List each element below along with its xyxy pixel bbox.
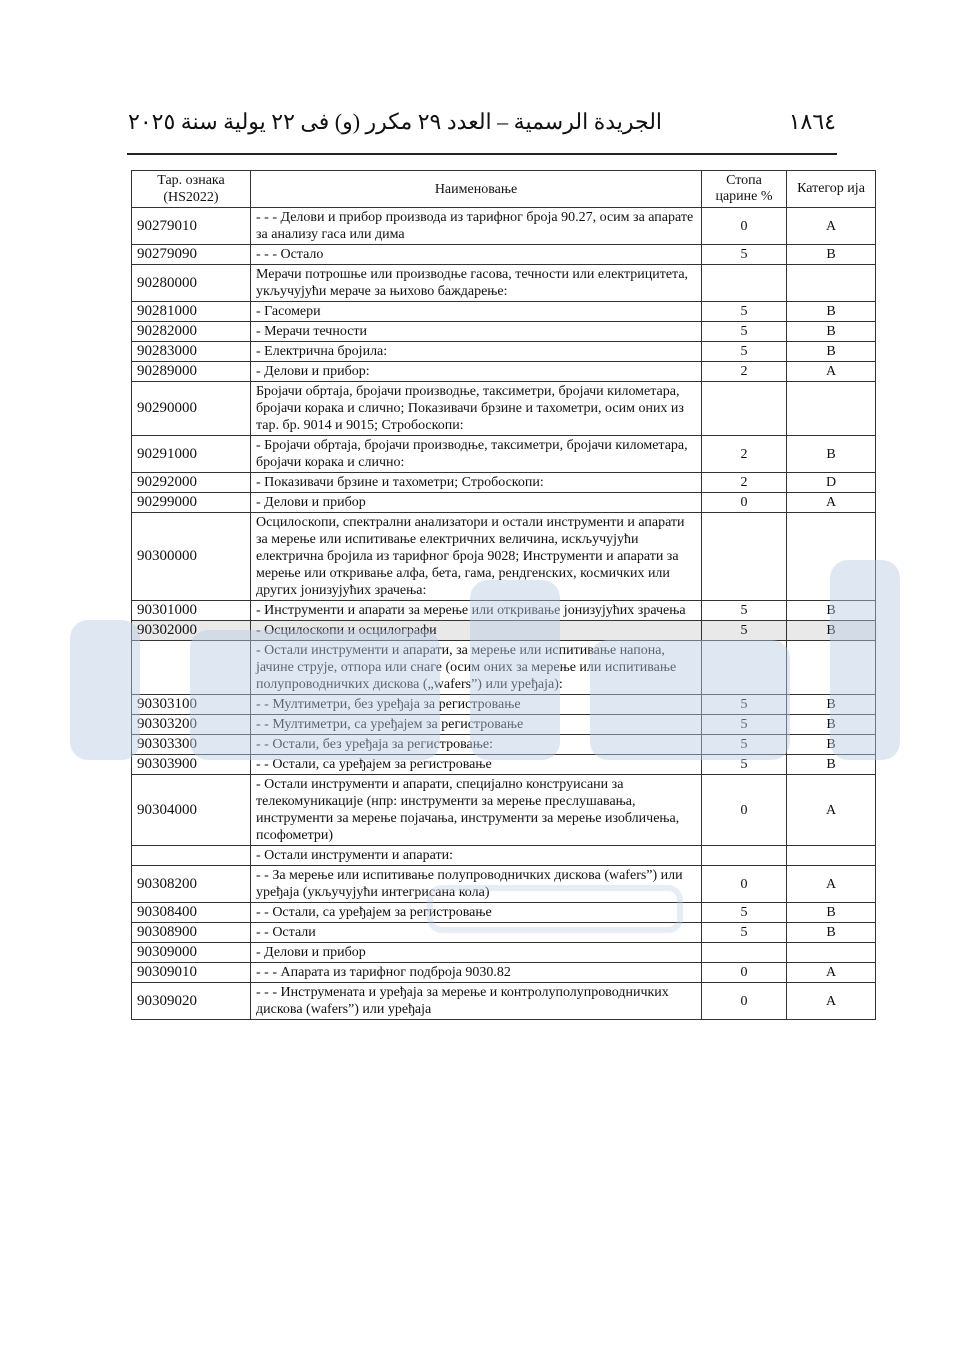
table-row bbox=[132, 621, 876, 641]
row-code: 90308200 bbox=[132, 866, 251, 903]
row-code: 90299000 bbox=[132, 493, 251, 513]
row-category bbox=[787, 265, 876, 302]
row-rate: 0 bbox=[702, 983, 787, 1020]
row-category bbox=[787, 513, 876, 601]
table-row bbox=[132, 866, 876, 903]
row-name: Мерачи потрошње или производње гасова, течности или електрицитета, укључујући мераче за њихово баждарење: bbox=[251, 265, 702, 302]
row-code: 90289000 bbox=[132, 362, 251, 382]
table-row bbox=[132, 715, 876, 735]
row-code: 90291000 bbox=[132, 436, 251, 473]
table-row bbox=[132, 382, 876, 436]
row-code: 90280000 bbox=[132, 265, 251, 302]
row-category: D bbox=[787, 473, 876, 493]
table-row bbox=[132, 903, 876, 923]
row-rate: 2 bbox=[702, 436, 787, 473]
row-name: - Остали инструменти и апарати, за мерење или испитивање напона, јачине струје, отпора или снаге (осим оних за мерење или испитивање полупроводничких дискова („wafers”) или уређаја): bbox=[251, 641, 702, 695]
row-rate: 5 bbox=[702, 322, 787, 342]
row-category bbox=[787, 846, 876, 866]
row-name: - Остали инструменти и апарати, специјално конструисани за телекомуникације (нпр: инструменти за мерење преслушавања, инструменти за мерење појачања, инструменти за мерење изобличења, псофометри) bbox=[251, 775, 702, 846]
row-code: 90308900 bbox=[132, 923, 251, 943]
row-rate: 5 bbox=[702, 903, 787, 923]
table-row bbox=[132, 983, 876, 1020]
table-row bbox=[132, 846, 876, 866]
row-category: B bbox=[787, 601, 876, 621]
row-name: - Делови и прибор bbox=[251, 943, 702, 963]
row-name: - - Остали, без уређаја за регистровање: bbox=[251, 735, 702, 755]
row-code: 90300000 bbox=[132, 513, 251, 601]
row-code: 90281000 bbox=[132, 302, 251, 322]
col-header-category: Категор ија bbox=[787, 171, 876, 208]
row-name: Бројачи обртаја, бројачи производње, таксиметри, бројачи километара, бројачи корака и слично; Показивачи брзине и тахометри, осим оних из тар. бр. 9014 и 9015; Стробоскопи: bbox=[251, 382, 702, 436]
row-name: - - - Остало bbox=[251, 245, 702, 265]
row-name: - Инструменти и апарати за мерење или откривање јонизујућих зрачења bbox=[251, 601, 702, 621]
row-category: A bbox=[787, 775, 876, 846]
row-rate: 5 bbox=[702, 715, 787, 735]
row-rate: 0 bbox=[702, 866, 787, 903]
row-category: B bbox=[787, 735, 876, 755]
row-category bbox=[787, 641, 876, 695]
table-row bbox=[132, 695, 876, 715]
row-name: - Електрична бројила: bbox=[251, 342, 702, 362]
table-row bbox=[132, 735, 876, 755]
row-rate bbox=[702, 382, 787, 436]
row-name: - - Мултиметри, без уређаја за регистровање bbox=[251, 695, 702, 715]
table-row bbox=[132, 963, 876, 983]
row-category: B bbox=[787, 436, 876, 473]
row-rate: 5 bbox=[702, 601, 787, 621]
row-code: 90282000 bbox=[132, 322, 251, 342]
row-category bbox=[787, 943, 876, 963]
row-code bbox=[132, 846, 251, 866]
header-rule bbox=[127, 153, 837, 155]
row-rate bbox=[702, 846, 787, 866]
table-row bbox=[132, 641, 876, 695]
row-name: - Осцилоскопи и осцилографи bbox=[251, 621, 702, 641]
table-row bbox=[132, 943, 876, 963]
row-code: 90303200 bbox=[132, 715, 251, 735]
table-row bbox=[132, 342, 876, 362]
row-category: B bbox=[787, 342, 876, 362]
row-category: A bbox=[787, 983, 876, 1020]
row-category: A bbox=[787, 866, 876, 903]
row-name: - - - Делови и прибор производа из тарифног броја 90.27, осим за апарате за анализу гаса или дима bbox=[251, 208, 702, 245]
row-name: - - Мултиметри, са уређајем за регистровање bbox=[251, 715, 702, 735]
page-number: ١٨٦٤ bbox=[788, 109, 836, 134]
row-rate bbox=[702, 513, 787, 601]
row-category: A bbox=[787, 208, 876, 245]
row-name: - Показивачи брзине и тахометри; Стробоскопи: bbox=[251, 473, 702, 493]
row-category: B bbox=[787, 755, 876, 775]
table-header-row bbox=[132, 171, 876, 208]
col-header-rate: Стопа царине % bbox=[702, 171, 787, 208]
row-category: B bbox=[787, 715, 876, 735]
row-rate: 5 bbox=[702, 621, 787, 641]
row-rate: 5 bbox=[702, 755, 787, 775]
row-rate: 5 bbox=[702, 923, 787, 943]
row-code: 90309020 bbox=[132, 983, 251, 1020]
row-rate: 5 bbox=[702, 695, 787, 715]
table-row bbox=[132, 436, 876, 473]
table-row bbox=[132, 601, 876, 621]
row-category: B bbox=[787, 245, 876, 265]
row-rate: 5 bbox=[702, 735, 787, 755]
row-code: 90309010 bbox=[132, 963, 251, 983]
row-rate: 5 bbox=[702, 245, 787, 265]
row-code: 90290000 bbox=[132, 382, 251, 436]
row-name: - - - Инструмената и уређаја за мерење и контролуполупроводничких дискова (wafers”) или уређаја bbox=[251, 983, 702, 1020]
row-category: A bbox=[787, 963, 876, 983]
row-rate: 5 bbox=[702, 302, 787, 322]
row-rate bbox=[702, 943, 787, 963]
table-row bbox=[132, 362, 876, 382]
row-category: B bbox=[787, 695, 876, 715]
row-rate: 0 bbox=[702, 963, 787, 983]
row-rate bbox=[702, 265, 787, 302]
row-name: - Делови и прибор bbox=[251, 493, 702, 513]
row-name: - - Остали, са уређајем за регистровање bbox=[251, 903, 702, 923]
gazette-title: الجريدة الرسمية – العدد ٢٩ مكرر (و) فى ٢٢ يولية سنة ٢٠٢٥ bbox=[128, 109, 663, 134]
row-category: B bbox=[787, 923, 876, 943]
row-code bbox=[132, 641, 251, 695]
row-category: B bbox=[787, 621, 876, 641]
row-name: - - Остали bbox=[251, 923, 702, 943]
table-row bbox=[132, 493, 876, 513]
col-header-name: Наименовање bbox=[251, 171, 702, 208]
col-header-code: Тар. ознака (HS2022) bbox=[132, 171, 251, 208]
row-rate: 0 bbox=[702, 493, 787, 513]
row-rate: 2 bbox=[702, 362, 787, 382]
row-rate: 5 bbox=[702, 342, 787, 362]
table-row bbox=[132, 513, 876, 601]
row-code: 90292000 bbox=[132, 473, 251, 493]
row-code: 90302000 bbox=[132, 621, 251, 641]
row-category: B bbox=[787, 322, 876, 342]
table-body bbox=[132, 208, 876, 1020]
row-category: B bbox=[787, 903, 876, 923]
row-code: 90283000 bbox=[132, 342, 251, 362]
row-code: 90303300 bbox=[132, 735, 251, 755]
watermark-shape bbox=[70, 620, 140, 760]
row-category: A bbox=[787, 362, 876, 382]
table-row bbox=[132, 302, 876, 322]
row-code: 90279010 bbox=[132, 208, 251, 245]
row-name: - - - Апарата из тарифног подброја 9030.82 bbox=[251, 963, 702, 983]
row-code: 90308400 bbox=[132, 903, 251, 923]
row-code: 90301000 bbox=[132, 601, 251, 621]
row-rate: 2 bbox=[702, 473, 787, 493]
row-name: - Делови и прибор: bbox=[251, 362, 702, 382]
row-rate: 0 bbox=[702, 775, 787, 846]
row-code: 90304000 bbox=[132, 775, 251, 846]
table-row bbox=[132, 923, 876, 943]
table-row bbox=[132, 775, 876, 846]
page-header bbox=[128, 104, 836, 140]
row-code: 90303900 bbox=[132, 755, 251, 775]
table-row bbox=[132, 473, 876, 493]
table-row bbox=[132, 322, 876, 342]
table-row bbox=[132, 245, 876, 265]
row-name: - Мерачи течности bbox=[251, 322, 702, 342]
row-rate: 0 bbox=[702, 208, 787, 245]
row-code: 90309000 bbox=[132, 943, 251, 963]
table-row bbox=[132, 265, 876, 302]
row-category: B bbox=[787, 302, 876, 322]
row-name: - - Остали, са уређајем за регистровање bbox=[251, 755, 702, 775]
row-category: A bbox=[787, 493, 876, 513]
row-code: 90279090 bbox=[132, 245, 251, 265]
row-code: 90303100 bbox=[132, 695, 251, 715]
table-row bbox=[132, 208, 876, 245]
table-row bbox=[132, 755, 876, 775]
row-name: - Гасомери bbox=[251, 302, 702, 322]
row-name: - Остали инструменти и апарати: bbox=[251, 846, 702, 866]
row-name: - - За мерење или испитивање полупроводничких дискова (wafers”) или уређаја (укључујући интегрисана кола) bbox=[251, 866, 702, 903]
row-category bbox=[787, 382, 876, 436]
row-rate bbox=[702, 641, 787, 695]
tariff-table bbox=[131, 170, 876, 1020]
row-name: - Бројачи обртаја, бројачи производње, таксиметри, бројачи километара, бројачи корака и слично: bbox=[251, 436, 702, 473]
row-name: Осцилоскопи, спектрални анализатори и остали инструменти и апарати за мерење или испитивање електричних величина, искључујући електрична бројила из тарифног броја 9028; Инструменти и апарати за мерење или откривање алфа, бета, гама, рендгенских, космичких или других јонизујућих зрачења: bbox=[251, 513, 702, 601]
